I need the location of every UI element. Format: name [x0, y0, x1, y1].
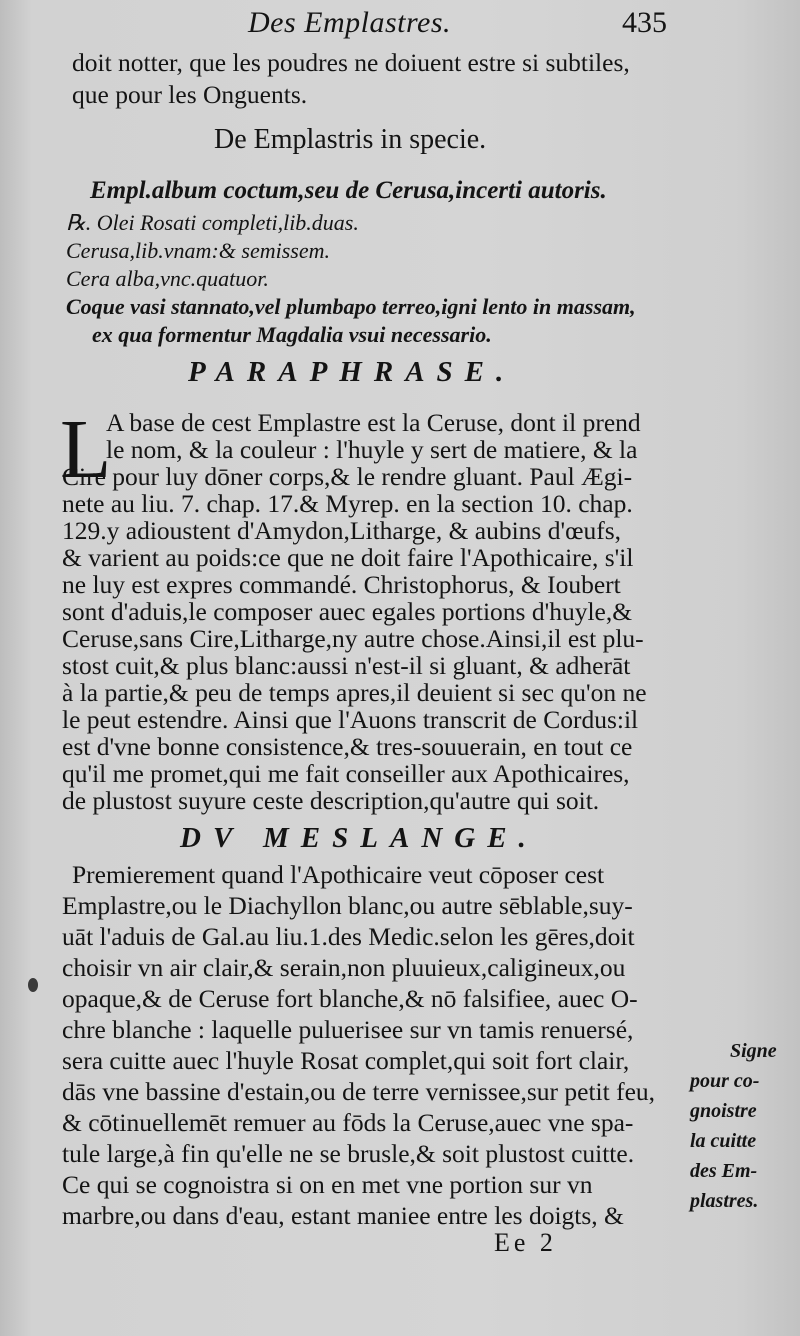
text-line: dās vne bassine d'estain,ou de terre vernissee,sur petit feu, [62, 1077, 656, 1106]
text-line: est d'vne bonne consistence,& tres-souuerain, en tout ce [62, 732, 633, 761]
recipe-line: ℞. Olei Rosati completi,lib.duas. [66, 210, 359, 235]
text-line: chre blanche : laquelle pulueriseе sur vn tamis renuersé, [62, 1015, 634, 1044]
margin-note-line: la cuitte [690, 1130, 757, 1152]
text-line: que pour les Onguents. [72, 80, 308, 109]
text-line: Cire pour luy dōner corps,& le rendre gluant. Paul Ægi- [62, 462, 633, 491]
text-line: à la partie,& peu de temps apres,il deuient si sec qu'on ne [62, 678, 647, 707]
margin-note-line: Signe [730, 1040, 777, 1062]
signature-mark: Ee 2 [494, 1228, 557, 1257]
recipe-line: Cerusa,lib.vnam:& semissem. [66, 238, 330, 263]
running-title: Des Emplastres. [248, 6, 452, 39]
text-line: opaque,& de Ceruse fort blanche,& nō falsifiee, auec O- [62, 984, 638, 1013]
section-heading: De Emplastris in specie. [214, 124, 487, 155]
text-line: nete au liu. 7. chap. 17.& Myrep. en la section 10. chap. [62, 489, 633, 518]
margin-note [690, 1036, 800, 1216]
margin-note-line: gnoistre [690, 1100, 757, 1122]
text-line: Ceruse,sans Cire,Litharge,ny autre chose.Ainsi,il est plu- [62, 624, 644, 653]
text-line: doit notter, que les poudres ne doiuent estre si subtiles, [72, 48, 630, 77]
text-line: 129.y adioustent d'Amydon,Litharge, & aubins d'œufs, [62, 516, 622, 545]
margin-note-line: des Em- [690, 1160, 758, 1182]
text-line: le nom, & la couleur : l'huyle y sert de matiere, & la [106, 435, 638, 464]
text-line: marbre,ou dans d'eau, estant maniee entre les doigts, & [62, 1201, 624, 1230]
margin-note-line: plastres. [690, 1190, 759, 1212]
text-line: & varient au poids:ce que ne doit faire l'Apothicaire, s'il [62, 543, 634, 572]
text-line: stost cuit,& plus blanc:aussi n'est-il si gluant, & adherāt [62, 651, 631, 680]
recipe-line: ex qua formentur Magdalia vsui necessario. [92, 322, 492, 347]
margin-note-line: pour co- [690, 1070, 760, 1092]
text-line: Ce qui se cognoistra si on en met vne portion sur vn [62, 1170, 593, 1199]
text-line: sera cuitte auec l'huyle Rosat complet,qui soit fort clair, [62, 1046, 630, 1075]
text-line: ne luy est expres commandé. Christophorus, & Ioubert [62, 570, 621, 599]
text-line: A base de cest Emplastre est la Ceruse, dont il prend [106, 408, 641, 437]
text-line: le peut estendre. Ainsi que l'Auons transcrit de Cordus:il [62, 705, 639, 734]
text-line: sont d'aduis,le composer auec egales portions d'huyle,& [62, 597, 633, 626]
text-line: Emplastre,ou le Diachyllon blanc,ou autre sēblable,suy- [62, 891, 633, 920]
text-line: uāt l'aduis de Gal.au liu.1.des Medic.selon les gēres,doit [62, 922, 635, 951]
recipe-title: Empl.album coctum,seu de Cerusa,incerti autoris. [90, 177, 607, 204]
text-line: de plustost suyure ceste description,qu'autre qui soit. [62, 786, 600, 815]
page-header [0, 4, 800, 44]
text-line: choisir vn air clair,& serain,non pluuieux,caligineux,ou [62, 953, 626, 982]
recipe-line: Coque vasi stannato,vel plumbapo terreo,igni lento in massam, [66, 294, 636, 319]
text-line: tule large,à fin qu'elle ne se brusle,& soit plustost cuitte. [62, 1139, 635, 1168]
recipe-line: Cera alba,vnc.quatuor. [66, 266, 269, 291]
paraphrase-heading: PARAPHRASE. [188, 356, 516, 388]
text-line: Premierement quand l'Apothicaire veut cōposer cest [72, 860, 605, 889]
text-line: qu'il me promet,qui me fait conseiller aux Apothicaires, [62, 759, 630, 788]
drop-cap: L [60, 403, 112, 496]
ink-blot [28, 978, 38, 992]
meslange-heading: DV MESLANGE. [180, 822, 538, 854]
page-number: 435 [622, 6, 667, 39]
text-line: & cōtinuellemēt remuer au fōds la Ceruse,auec vne spa- [62, 1108, 634, 1137]
